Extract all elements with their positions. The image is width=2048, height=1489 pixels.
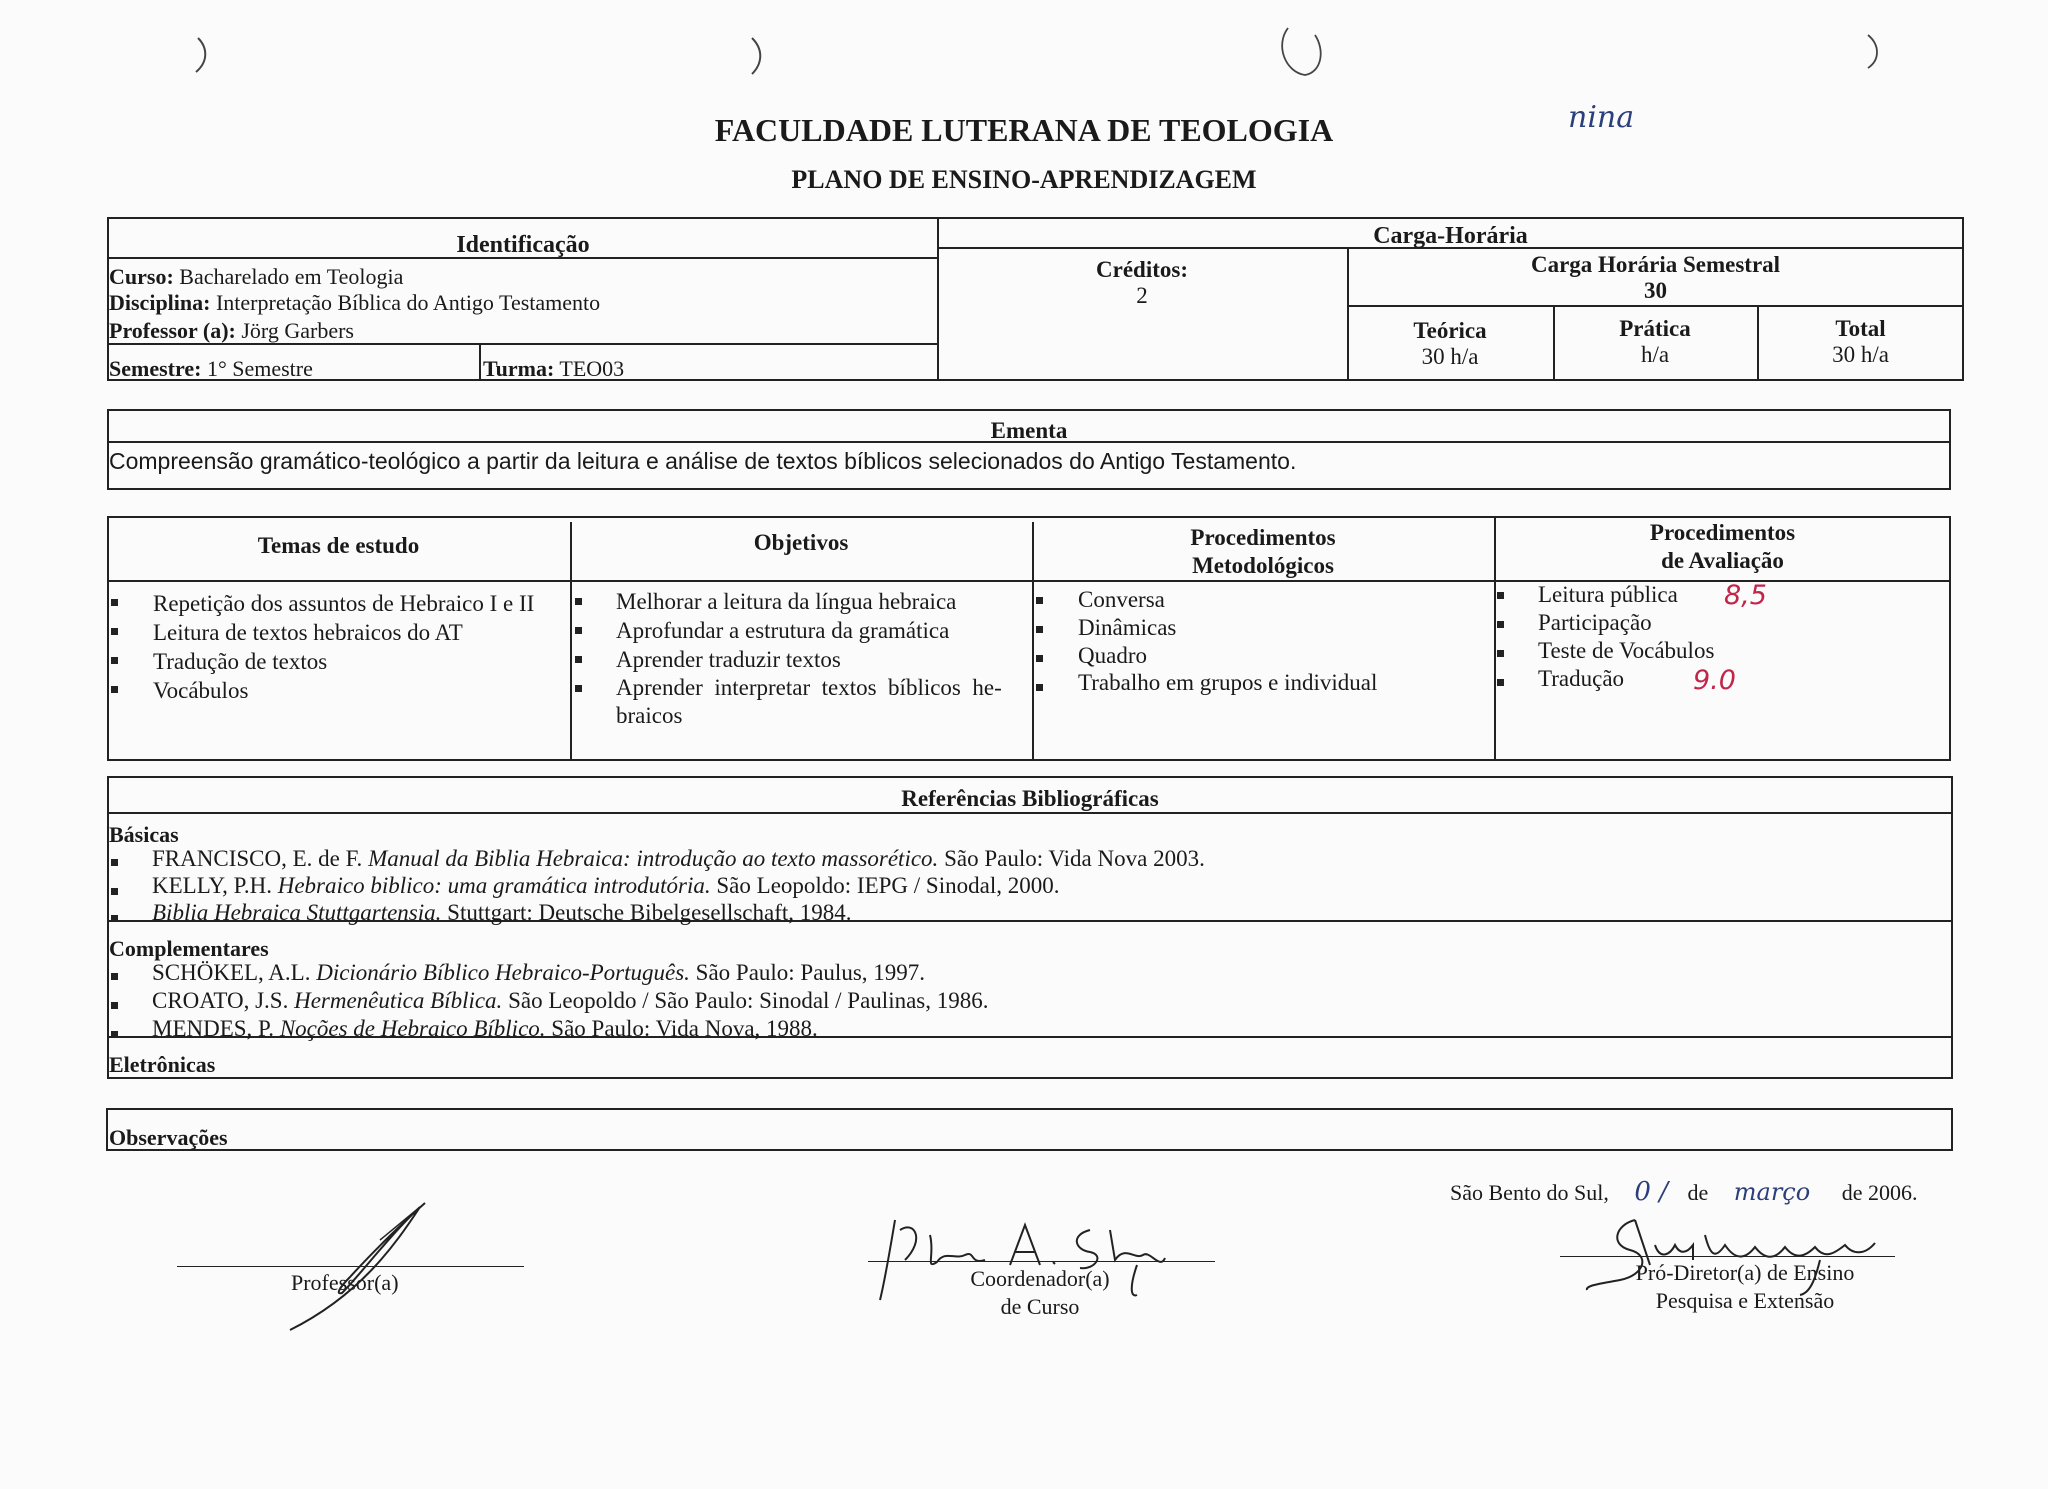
ref-publisher: São Paulo: Paulus, 1997. xyxy=(689,960,926,985)
total-label: Total xyxy=(1835,316,1886,341)
objetivo-item-continuation: braicos xyxy=(616,703,683,728)
bullet-icon xyxy=(1497,679,1504,686)
observacoes-box xyxy=(106,1108,1953,1151)
grade-traducao: 9.0 xyxy=(1693,665,1736,696)
basica-ref xyxy=(152,873,1059,899)
ref-publisher: São Paulo: Vida Nova, 1988. xyxy=(545,1016,818,1041)
tema-item: Vocábulos xyxy=(153,678,249,703)
bullet-icon xyxy=(111,1002,118,1009)
avaliacao-item: Participação xyxy=(1538,610,1652,635)
grade-leitura-publica: 8,5 xyxy=(1724,580,1767,611)
bullet-icon xyxy=(111,973,118,980)
prodiretor-signature xyxy=(1575,1205,1895,1300)
metodologico-item: Conversa xyxy=(1078,587,1165,612)
coordenador-sig-label-2: de Curso xyxy=(1000,1294,1080,1319)
creditos-label: Créditos: xyxy=(1096,257,1188,282)
proc-met-heading-2: Metodológicos xyxy=(1192,553,1334,578)
ref-title: Noções de Hebraico Bíblico. xyxy=(279,1016,546,1041)
disciplina-label: Disciplina: xyxy=(109,290,211,315)
bullet-icon xyxy=(1036,655,1043,662)
bullet-icon xyxy=(575,598,582,605)
curso-value: Bacharelado em Teologia xyxy=(179,264,404,289)
ref-title: Hermenêutica Bíblica. xyxy=(294,988,503,1013)
referencias-heading: Referências Bibliográficas xyxy=(901,786,1159,811)
metodologico-item: Dinâmicas xyxy=(1078,615,1177,640)
objetivo-item: Aprender traduzir textos xyxy=(616,647,841,672)
bullet-icon xyxy=(111,859,118,866)
handwritten-month: março xyxy=(1733,1178,1811,1206)
metodologico-item: Quadro xyxy=(1078,643,1147,668)
carga-semestral-value: 30 xyxy=(1644,278,1667,303)
tema-item: Tradução de textos xyxy=(153,649,328,674)
turma-label: Turma: xyxy=(483,356,555,381)
proc-aval-heading-2: de Avaliação xyxy=(1661,548,1784,573)
tema-item: Leitura de textos hebraicos do AT xyxy=(153,620,463,645)
basica-ref xyxy=(152,900,852,926)
ref-publisher: São Leopoldo / São Paulo: Sinodal / Paulinas, 1986. xyxy=(502,988,989,1013)
bullet-icon xyxy=(575,627,582,634)
semestre-label: Semestre: xyxy=(109,356,202,381)
ementa-text: Compreensão gramático-teológico a partir da leitura e análise de textos bíblicos selecionados do Antigo Testamento. xyxy=(109,448,1297,474)
avaliacao-item: Teste de Vocábulos xyxy=(1538,638,1715,663)
ref-author: KELLY, P.H. xyxy=(152,873,278,898)
avaliacao-item: Leitura pública xyxy=(1538,582,1678,607)
ref-title: Manual da Biblia Hebraica: introdução ao texto massorético. xyxy=(368,846,939,871)
professor-signature xyxy=(280,1195,450,1335)
ref-publisher: Stuttgart: Deutsche Bibelgesellschaft, 1984. xyxy=(441,900,852,925)
bullet-icon xyxy=(111,1031,118,1038)
teorica-value: 30 h/a xyxy=(1421,344,1479,369)
date-de: de xyxy=(1687,1180,1709,1205)
curso-label: Curso: xyxy=(109,264,174,289)
ementa-heading: Ementa xyxy=(990,418,1068,443)
bullet-icon xyxy=(1497,592,1504,599)
metodologico-item: Trabalho em grupos e individual xyxy=(1078,670,1378,695)
creditos-value: 2 xyxy=(1136,283,1148,308)
place-date xyxy=(1450,1177,1917,1207)
professor-value: Jörg Garbers xyxy=(241,318,354,343)
observacoes-label: Observações xyxy=(109,1125,228,1150)
pratica-label: Prática xyxy=(1619,316,1691,341)
bullet-icon xyxy=(111,628,118,635)
ref-author: SCHÖKEL, A.L. xyxy=(152,960,317,985)
complementar-ref xyxy=(152,960,925,986)
objetivos-heading: Objetivos xyxy=(753,530,849,555)
bullet-icon xyxy=(1497,650,1504,657)
professor-label: Professor (a): xyxy=(109,318,236,343)
bullet-icon xyxy=(1497,621,1504,628)
semestre-row xyxy=(109,356,313,382)
ref-title: Biblia Hebraica Stuttgartensia. xyxy=(152,900,442,925)
avaliacao-item: Tradução xyxy=(1538,666,1625,691)
ref-title: Hebraico biblico: uma gramática introdutória. xyxy=(277,873,711,898)
date-year: de 2006. xyxy=(1841,1180,1918,1205)
professor-sig-label: Professor(a) xyxy=(291,1270,399,1295)
plan-title: PLANO DE ENSINO-APRENDIZAGEM xyxy=(791,165,1257,194)
objetivo-item: Melhorar a leitura da língua hebraica xyxy=(616,589,957,614)
carga-horaria-heading: Carga-Horária xyxy=(1373,223,1528,249)
bullet-icon xyxy=(575,656,582,663)
bullet-icon xyxy=(1036,684,1043,691)
carga-semestral-label: Carga Horária Semestral xyxy=(1530,252,1781,277)
identificacao-heading: Identificação xyxy=(456,232,590,258)
ref-publisher: São Paulo: Vida Nova 2003. xyxy=(938,846,1205,871)
turma-value: TEO03 xyxy=(559,356,625,381)
handwritten-day: 0 / xyxy=(1634,1177,1668,1207)
coordenador-signature xyxy=(875,1210,1175,1305)
complementar-ref xyxy=(152,988,989,1014)
bullet-icon xyxy=(111,657,118,664)
objetivo-item: Aprender interpretar textos bíblicos he- xyxy=(616,675,1002,700)
ref-author: FRANCISCO, E. de F. xyxy=(152,846,369,871)
basica-ref xyxy=(152,846,1205,872)
ref-publisher: São Leopoldo: IEPG / Sinodal, 2000. xyxy=(710,873,1060,898)
teorica-label: Teórica xyxy=(1413,318,1487,343)
bullet-icon xyxy=(1036,597,1043,604)
place-text: São Bento do Sul, xyxy=(1450,1180,1609,1205)
institution-title: FACULDADE LUTERANA DE TEOLOGIA xyxy=(714,112,1334,148)
ref-author: MENDES, P. xyxy=(152,1016,280,1041)
punch-hole-marks xyxy=(0,0,2048,100)
eletronicas-label: Eletrônicas xyxy=(109,1052,216,1077)
temas-heading: Temas de estudo xyxy=(257,533,420,558)
disciplina-value: Interpretação Bíblica do Antigo Testamento xyxy=(215,290,601,315)
pratica-value: h/a xyxy=(1640,342,1670,367)
basicas-label: Básicas xyxy=(109,822,179,847)
prodiretor-sig-label-1: Pró-Diretor(a) de Ensino xyxy=(1635,1260,1855,1285)
bullet-icon xyxy=(575,685,582,692)
tema-item: Repetição dos assuntos de Hebraico I e II xyxy=(153,591,535,616)
curso-row xyxy=(109,264,403,290)
complementares-label: Complementares xyxy=(109,936,269,961)
proc-aval-heading-1: Procedimentos xyxy=(1649,520,1796,545)
bullet-icon xyxy=(111,915,118,922)
bullet-icon xyxy=(111,686,118,693)
handwritten-note: nina xyxy=(1568,100,1635,135)
ref-author: CROATO, J.S. xyxy=(152,988,295,1013)
coordenador-sig-label-1: Coordenador(a) xyxy=(970,1266,1110,1291)
complementar-ref xyxy=(152,1016,818,1042)
prodiretor-sig-label-2: Pesquisa e Extensão xyxy=(1655,1288,1835,1313)
total-value: 30 h/a xyxy=(1832,342,1889,367)
bullet-icon xyxy=(111,599,118,606)
disciplina-row xyxy=(109,290,600,316)
semestre-value: 1° Semestre xyxy=(206,356,313,381)
objetivo-item: Aprofundar a estrutura da gramática xyxy=(616,618,950,643)
bullet-icon xyxy=(1036,626,1043,633)
ref-title: Dicionário Bíblico Hebraico-Português. xyxy=(316,960,690,985)
proc-met-heading-1: Procedimentos xyxy=(1190,525,1336,550)
bullet-icon xyxy=(111,888,118,895)
turma-row xyxy=(483,356,624,382)
professor-row xyxy=(109,318,354,344)
